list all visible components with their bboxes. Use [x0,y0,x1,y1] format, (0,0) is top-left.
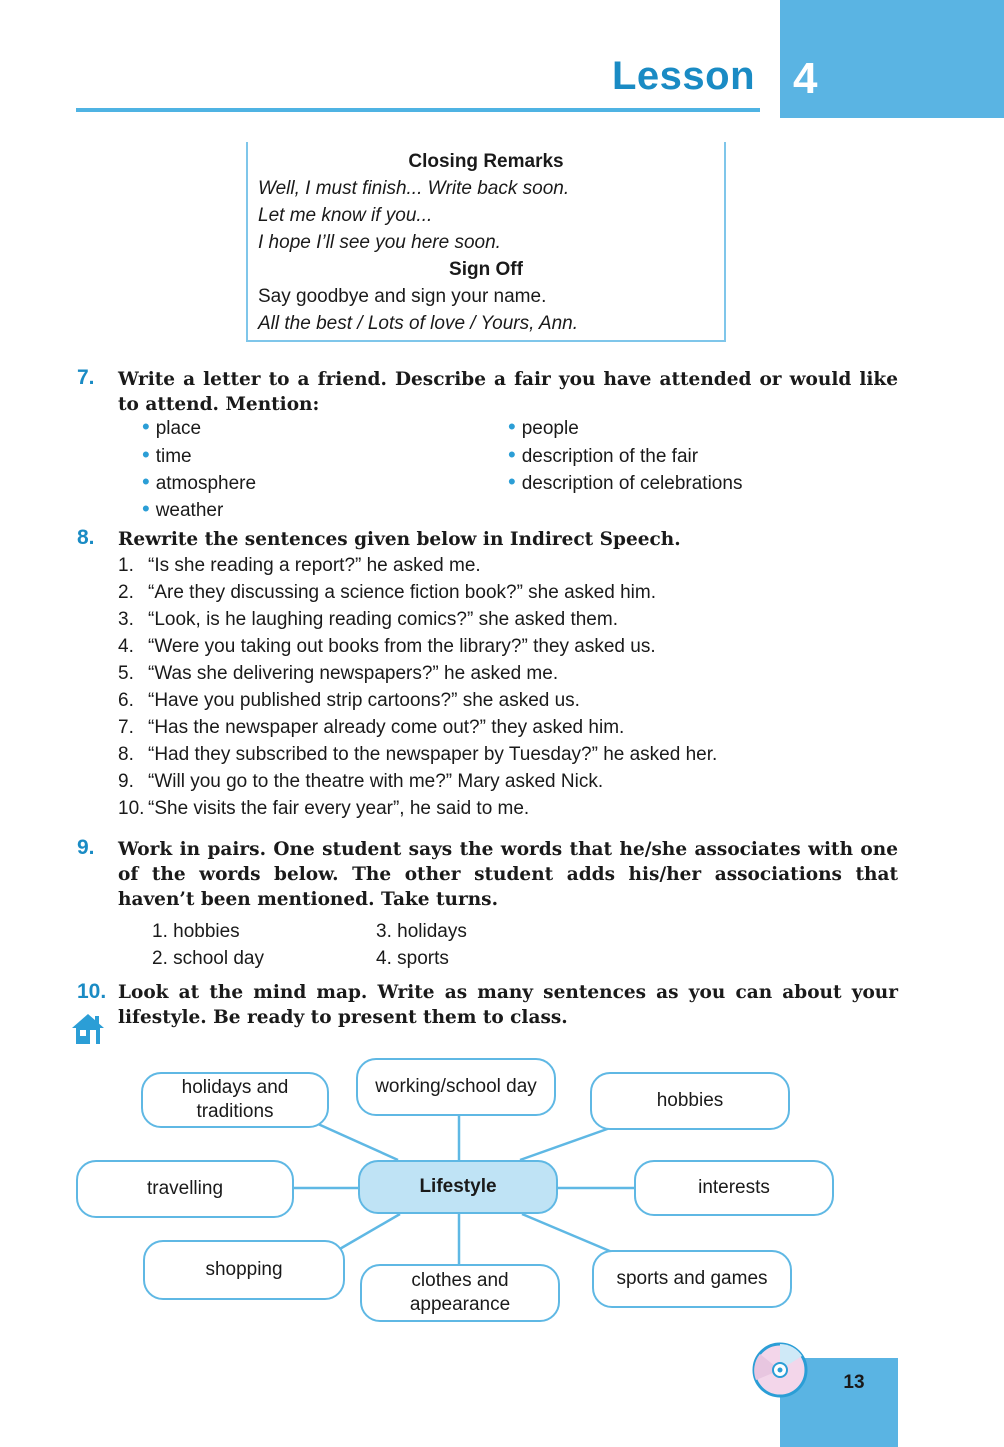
exercise-7-number: 7. [77,366,95,389]
mind-map-node-sports: sports and games [592,1250,792,1308]
closing-line: Well, I must finish... Write back soon. [258,178,570,199]
exercise-9-number: 9. [77,836,95,859]
exercise-8-number: 8. [77,526,95,549]
sentence-item: 4. “Were you taking out books from the library?” they asked us. [118,636,656,657]
mind-map-node-holidays: holidays and traditions [141,1072,329,1128]
mind-map-node-shopping: shopping [143,1240,345,1300]
topic-item: 1. hobbies [152,921,240,942]
bullet-item: • place [142,414,202,439]
lesson-number: 4 [793,54,818,103]
sentence-item: 1. “Is she reading a report?” he asked me. [118,555,481,576]
mind-map-center-lifestyle: Lifestyle [358,1160,558,1214]
exercise-7-instruction: Write a letter to a friend. Describe a fair you have attended or would like to attend. Mention: [118,369,898,415]
closing-remarks-title: Closing Remarks [408,151,564,172]
bullet-item: • people [508,414,579,439]
topic-item: 3. holidays [376,921,467,942]
page-number: 13 [843,1372,865,1393]
closing-line: I hope I’ll see you here soon. [258,232,501,253]
exercise-8-instruction: Rewrite the sentences given below in Indirect Speech. [118,529,681,550]
mind-map-node-working-day: working/school day [356,1058,556,1116]
mind-map-node-clothes: clothes and appearance [360,1264,560,1322]
bullet-item: • description of celebrations [508,469,743,494]
bullet-item: • description of the fair [508,442,699,467]
sentence-item: 8. “Had they subscribed to the newspaper by Tuesday?” he asked her. [118,744,718,765]
sentence-item: 7. “Has the newspaper already come out?” they asked him. [118,717,625,738]
bullet-item: • time [142,442,192,467]
closing-line: Let me know if you... [258,205,433,226]
sentence-item: 5. “Was she delivering newspapers?” he asked me. [118,663,559,684]
mind-map-node-travelling: travelling [76,1160,294,1218]
sentence-item: 9. “Will you go to the theatre with me?” Mary asked Nick. [118,771,604,792]
bullet-item: • atmosphere [142,469,257,494]
sign-off-line: Say goodbye and sign your name. [258,286,547,307]
topic-item: 2. school day [152,948,264,969]
sentence-item: 6. “Have you published strip cartoons?” she asked us. [118,690,580,711]
mind-map-node-interests: interests [634,1160,834,1216]
exercise-10-number: 10. [77,980,107,1003]
lesson-label: Lesson [612,54,756,98]
mind-map-node-hobbies: hobbies [590,1072,790,1130]
exercise-9-instruction: Work in pairs. One student says the words that he/she associates with one of the words below. The other student adds his/her associations that haven’t been mentioned. Take turns. [118,839,898,910]
exercise-10-instruction: Look at the mind map. Write as many sentences as you can about your lifestyle. Be ready to present them to class. [118,982,898,1028]
topic-item: 4. sports [376,948,449,969]
sign-off-example: All the best / Lots of love / Yours, Ann. [258,313,579,334]
sentence-item: 3. “Look, is he laughing reading comics?” she asked them. [118,609,618,630]
bullet-item: • weather [142,496,224,521]
sign-off-title: Sign Off [449,259,523,280]
sentence-item: 10. “She visits the fair every year”, he said to me. [118,798,530,819]
sentence-item: 2. “Are they discussing a science fiction book?” she asked him. [118,582,656,603]
